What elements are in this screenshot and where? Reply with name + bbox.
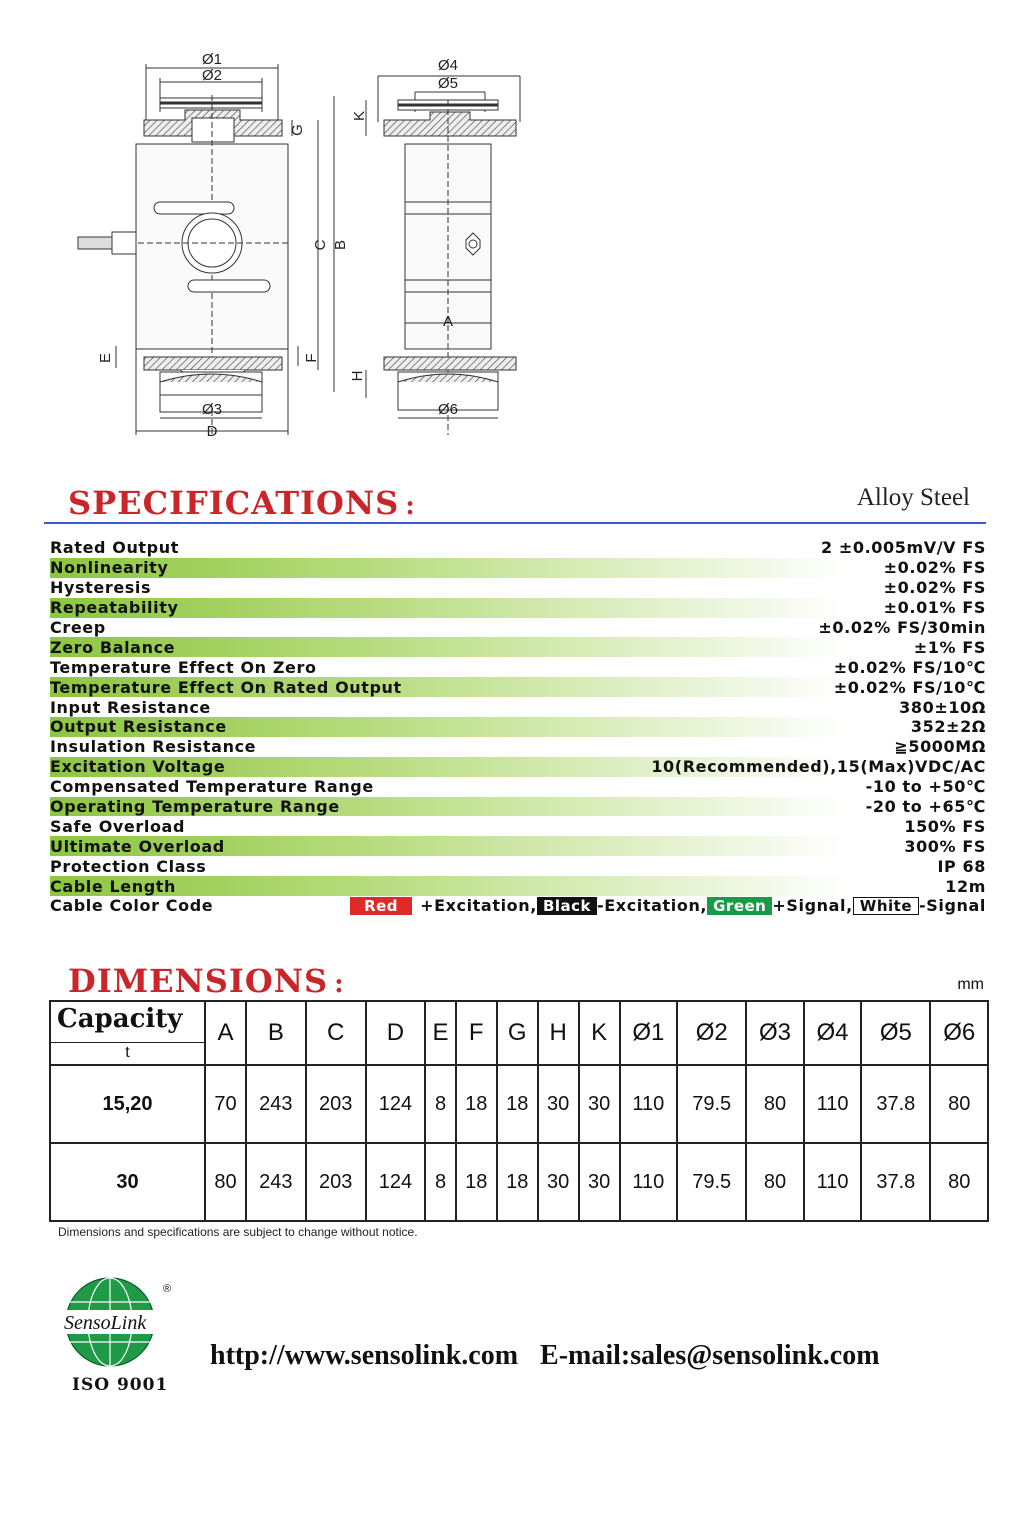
spec-value: ±0.02% FS [883, 578, 986, 598]
column-header: B [246, 1001, 306, 1065]
dim-label-a: A [442, 313, 454, 330]
table-cell: 80 [205, 1143, 246, 1221]
column-header: Ø6 [930, 1001, 988, 1065]
green-wire-function: +Signal, [772, 896, 853, 916]
website-link[interactable]: http://www.sensolink.com [210, 1340, 519, 1371]
spec-row [50, 797, 986, 817]
table-cell: 70 [205, 1065, 246, 1143]
column-header: G [497, 1001, 538, 1065]
dim-label-k: K [351, 110, 368, 122]
dimensions-title-colon: : [334, 969, 345, 999]
table-cell: 37.8 [861, 1065, 930, 1143]
spec-value: 12m [945, 876, 986, 896]
spec-value: 352±2Ω [910, 717, 986, 737]
spec-value: ±1% FS [913, 637, 986, 657]
spec-row [50, 598, 986, 618]
spec-value: 2 ±0.005mV/V FS [820, 538, 986, 558]
table-cell: 8 [425, 1143, 455, 1221]
capacity-value: 30 [50, 1143, 205, 1221]
table-row [50, 1143, 988, 1221]
spec-label: Repeatability [50, 598, 179, 618]
table-cell: 37.8 [861, 1143, 930, 1221]
spec-row [50, 657, 986, 677]
table-cell: 79.5 [677, 1143, 746, 1221]
table-cell: 18 [497, 1065, 538, 1143]
spec-label: Cable Length [50, 876, 177, 896]
spec-row [50, 578, 986, 598]
dim-label-h: H [349, 370, 366, 382]
capacity-value: 15,20 [50, 1065, 205, 1143]
spec-label: Hysteresis [50, 578, 152, 598]
sensolink-globe-logo [60, 1272, 180, 1372]
spec-label: Excitation Voltage [50, 757, 226, 777]
dimensions-unit: mm [957, 976, 984, 993]
spec-value: IP 68 [937, 856, 986, 876]
dim-label-g: G [289, 124, 306, 136]
green-wire-swatch: Green [707, 897, 772, 915]
dim-label-o2: Ø2 [201, 67, 223, 84]
table-cell: 18 [456, 1143, 497, 1221]
column-header: Ø4 [804, 1001, 861, 1065]
spec-value: -20 to +65℃ [865, 797, 986, 817]
capacity-divider [51, 1042, 204, 1043]
spec-row [50, 677, 986, 697]
spec-label: Input Resistance [50, 697, 211, 717]
column-header: H [538, 1001, 579, 1065]
contact-line [210, 1340, 880, 1372]
dimensions-title: DIMENSIONS [68, 962, 329, 1000]
spec-value: ±0.02% FS/10℃ [833, 657, 986, 677]
table-cell: 30 [579, 1143, 620, 1221]
spec-label: Zero Balance [50, 637, 176, 657]
spec-row [50, 558, 986, 578]
column-header: Ø2 [677, 1001, 746, 1065]
cable-color-label: Cable Color Code [50, 896, 214, 916]
spec-label: Compensated Temperature Range [50, 777, 374, 797]
dim-label-o3: Ø3 [201, 401, 223, 418]
black-wire-function: -Excitation, [597, 896, 708, 916]
spec-row [50, 737, 986, 757]
spec-row [50, 637, 986, 657]
spec-label: Creep [50, 618, 106, 637]
spec-label: Output Resistance [50, 717, 227, 737]
spec-row [50, 836, 986, 856]
table-cell: 110 [804, 1143, 861, 1221]
spec-label: Temperature Effect On Rated Output [50, 677, 402, 697]
dim-label-f: F [303, 353, 320, 363]
dim-label-o6: Ø6 [437, 401, 459, 418]
cable-color-codes [350, 896, 986, 915]
table-cell: 110 [620, 1065, 677, 1143]
column-header: Ø1 [620, 1001, 677, 1065]
spec-label: Nonlinearity [50, 558, 169, 578]
spec-row [50, 777, 986, 797]
material-label: Alloy Steel [856, 484, 970, 511]
specifications-divider [44, 522, 986, 524]
spec-label: Operating Temperature Range [50, 797, 340, 817]
cable-color-row [50, 896, 986, 916]
table-cell: 30 [538, 1143, 579, 1221]
table-cell: 124 [366, 1065, 426, 1143]
dimensions-table [49, 1000, 989, 1222]
logo-text: SensoLink [64, 1312, 147, 1334]
red-wire-swatch: Red [350, 897, 412, 915]
table-row [50, 1065, 988, 1143]
capacity-header [50, 1001, 205, 1065]
capacity-unit: t [125, 1044, 130, 1061]
spec-label: Ultimate Overload [50, 836, 225, 856]
dim-label-o5: Ø5 [437, 75, 459, 92]
table-cell: 243 [246, 1065, 306, 1143]
table-cell: 8 [425, 1065, 455, 1143]
table-cell: 80 [930, 1143, 988, 1221]
table-header-row [50, 1001, 988, 1065]
spec-value: 150% FS [904, 816, 986, 836]
spec-value: 10(Recommended),15(Max)VDC/AC [651, 757, 986, 777]
dim-label-d: D [206, 423, 218, 440]
column-header: E [425, 1001, 455, 1065]
spec-row [50, 856, 986, 876]
spec-row [50, 757, 986, 777]
spec-value: -10 to +50℃ [865, 777, 986, 797]
table-cell: 79.5 [677, 1065, 746, 1143]
column-header: Ø3 [746, 1001, 803, 1065]
white-wire-function: -Signal [919, 896, 986, 916]
table-cell: 18 [497, 1143, 538, 1221]
table-cell: 80 [746, 1065, 803, 1143]
dim-label-o1: Ø1 [201, 51, 223, 68]
specifications-heading [68, 484, 416, 522]
column-header: D [366, 1001, 426, 1065]
table-cell: 124 [366, 1143, 426, 1221]
table-cell: 80 [746, 1143, 803, 1221]
spec-row [50, 717, 986, 737]
table-cell: 30 [579, 1065, 620, 1143]
spec-label: Insulation Resistance [50, 737, 257, 757]
spec-value: ≧5000MΩ [894, 737, 986, 757]
spec-row [50, 618, 986, 638]
spec-row [50, 538, 986, 558]
black-wire-swatch: Black [537, 897, 597, 915]
capacity-label: Capacity [57, 1004, 183, 1034]
column-header: Ø5 [861, 1001, 930, 1065]
iso-certification: ISO 9001 [72, 1375, 169, 1395]
spec-value: ±0.02% FS/30min [818, 618, 986, 637]
column-header: F [456, 1001, 497, 1065]
disclaimer-note: Dimensions and specifications are subject to change without notice. [58, 1225, 418, 1239]
spec-value: ±0.02% FS [883, 558, 986, 578]
spec-label: Rated Output [50, 538, 179, 558]
dimensions-heading [68, 962, 345, 1000]
spec-row [50, 697, 986, 717]
spec-label: Protection Class [50, 856, 207, 876]
spec-value: 380±10Ω [899, 697, 986, 717]
spec-value: 300% FS [904, 836, 986, 856]
table-cell: 203 [306, 1143, 366, 1221]
specifications-title-colon: : [405, 491, 416, 521]
dim-label-o4: Ø4 [437, 57, 459, 74]
registered-mark: ® [163, 1283, 172, 1295]
spec-row [50, 816, 986, 836]
spec-row [50, 876, 986, 896]
table-cell: 243 [246, 1143, 306, 1221]
spec-label: Safe Overload [50, 816, 186, 836]
white-wire-swatch: White [853, 897, 919, 915]
table-cell: 80 [930, 1065, 988, 1143]
specifications-title: SPECIFICATIONS [68, 484, 400, 522]
load-cell-drawing [60, 40, 540, 450]
column-header: A [205, 1001, 246, 1065]
dim-label-b: B [332, 239, 349, 251]
specifications-list [50, 538, 986, 916]
table-cell: 110 [804, 1065, 861, 1143]
table-cell: 30 [538, 1065, 579, 1143]
dim-label-c: C [312, 239, 329, 251]
spec-value: ±0.01% FS [883, 598, 986, 618]
table-cell: 110 [620, 1143, 677, 1221]
column-header: K [579, 1001, 620, 1065]
spec-label: Temperature Effect On Zero [50, 657, 317, 677]
table-cell: 203 [306, 1065, 366, 1143]
column-header: C [306, 1001, 366, 1065]
spec-value: ±0.02% FS/10℃ [833, 677, 986, 697]
dim-label-e: E [97, 352, 114, 364]
email-link[interactable]: E-mail:sales@sensolink.com [540, 1340, 880, 1371]
red-wire-function: +Excitation, [420, 896, 537, 916]
table-cell: 18 [456, 1065, 497, 1143]
